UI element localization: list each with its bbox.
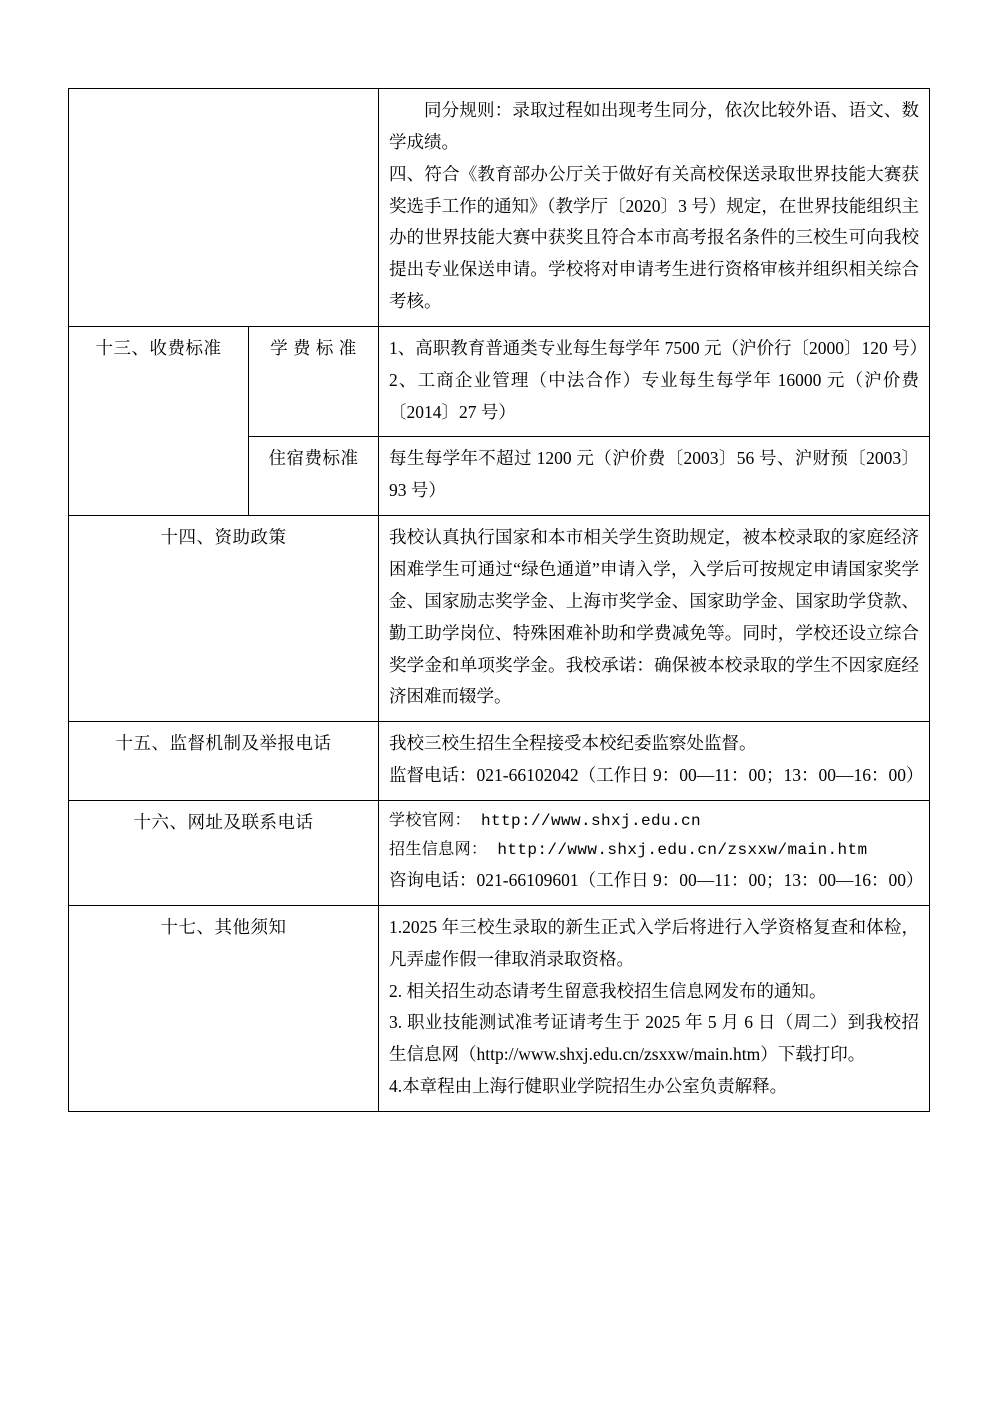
paragraph: 1.2025 年三校生录取的新生正式入学后将进行入学资格复查和体检，凡弄虚作假一律取消录取资格。	[389, 916, 919, 969]
row-label-website-contact: 十六、网址及联系电话	[69, 800, 379, 905]
row-content	[379, 905, 930, 1111]
table-row	[69, 905, 930, 1111]
row-label-financial-aid: 十四、资助政策	[69, 516, 379, 722]
row-label-supervision: 十五、监督机制及举报电话	[69, 722, 379, 801]
paragraph-phone: 咨询电话：021-66109601（工作日 9：00—11：00；13：00—16：00）	[389, 870, 924, 891]
paragraph: 同分规则：录取过程如出现考生同分，依次比较外语、语文、数学成绩。	[389, 100, 919, 152]
row-label-empty	[69, 89, 379, 327]
row-label-other-notices: 十七、其他须知	[69, 905, 379, 1111]
table-row	[69, 800, 930, 905]
row-content	[379, 516, 930, 722]
admissions-regulations-table	[68, 88, 930, 1112]
row-content	[379, 722, 930, 801]
paragraph-website: 学校官网： http://www.shxj.edu.cn	[389, 811, 702, 830]
row-content	[379, 326, 930, 437]
table-row	[69, 722, 930, 801]
row-content	[379, 800, 930, 905]
table-row	[69, 326, 930, 437]
paragraph: 四、符合《教育部办公厅关于做好有关高校保送录取世界技能大赛获奖选手工作的通知》（教学厅〔2020〕3 号）规定，在世界技能组织主办的世界技能大赛中获奖且符合本市高考报名条件的三校生可向我校提出专业保送申请。学校将对申请考生进行资格审核并组织相关综合考核。	[389, 163, 919, 312]
paragraph: 1、高职教育普通类专业每生每学年 7500 元（沪价行〔2000〕120 号）	[389, 337, 928, 358]
paragraph: 监督电话：021-66102042（工作日 9：00—11：00；13：00—16：00）	[389, 765, 924, 786]
paragraph: 2、工商企业管理（中法合作）专业每生每学年 16000 元（沪价费〔2014〕27 号）	[389, 369, 919, 422]
table-row	[69, 516, 930, 722]
paragraph-admissions-site: 招生信息网： http://www.shxj.edu.cn/zsxxw/main.htm	[389, 840, 868, 859]
row-content	[379, 437, 930, 516]
row-sublabel-tuition: 学 费 标 准	[249, 326, 379, 437]
paragraph: 3. 职业技能测试准考证请考生于 2025 年 5 月 6 日（周二）到我校招生信息网（http://www.shxj.edu.cn/zsxxw/main.htm）下载打印。	[389, 1012, 919, 1065]
row-label-fees: 十三、收费标准	[69, 326, 249, 515]
paragraph: 我校三校生招生全程接受本校纪委监察处监督。	[389, 733, 757, 754]
paragraph: 我校认真执行国家和本市相关学生资助规定，被本校录取的家庭经济困难学生可通过“绿色通道”申请入学，入学后可按规定申请国家奖学金、国家励志奖学金、上海市奖学金、国家助学金、国家助学贷款、勤工助学岗位、特殊困难补助和学费减免等。同时，学校还设立综合奖学金和单项奖学金。我校承诺：确保被本校录取的学生不因家庭经济困难而辍学。	[389, 527, 919, 707]
paragraph: 4.本章程由上海行健职业学院招生办公室负责解释。	[389, 1076, 788, 1097]
table-row	[69, 89, 930, 327]
row-content	[379, 89, 930, 327]
paragraph: 每生每学年不超过 1200 元（沪价费〔2003〕56 号、沪财预〔2003〕93 号）	[389, 448, 919, 501]
row-sublabel-accommodation: 住宿费标准	[249, 437, 379, 516]
paragraph: 2. 相关招生动态请考生留意我校招生信息网发布的通知。	[389, 980, 827, 1001]
